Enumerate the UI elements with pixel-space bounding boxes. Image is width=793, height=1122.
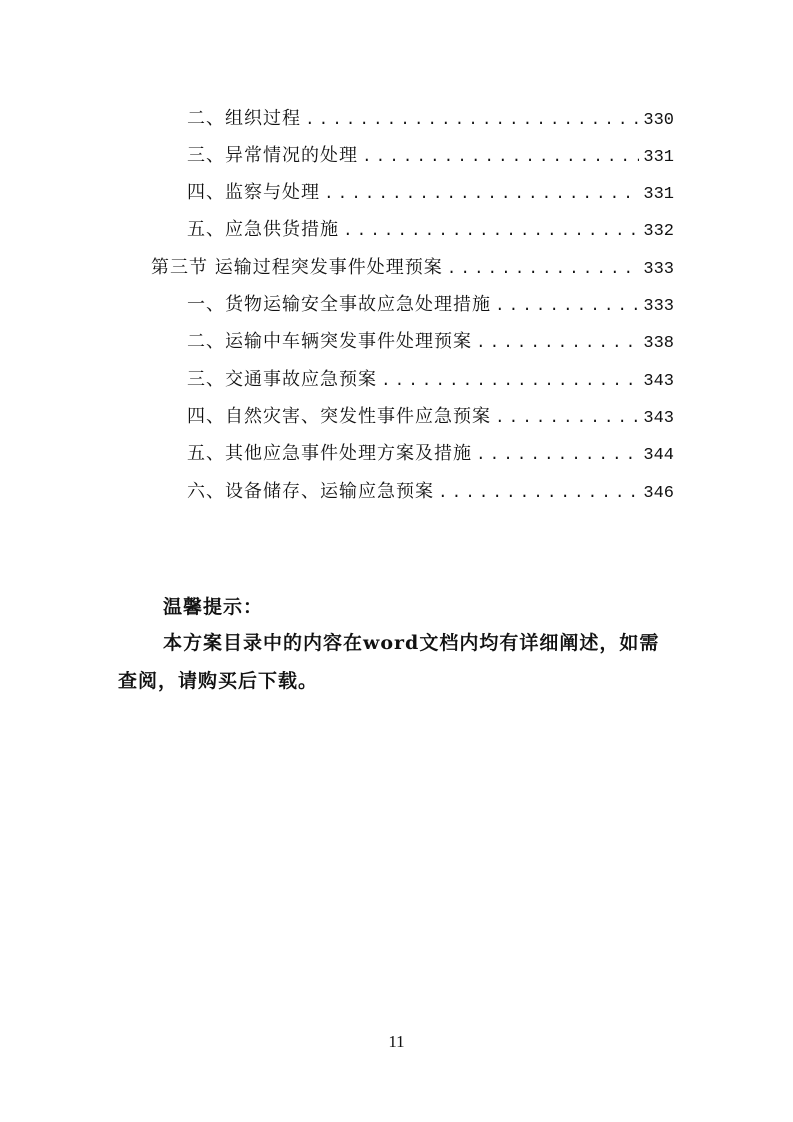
toc-entry-page: 344 — [643, 446, 674, 465]
toc-entry-page: 333 — [643, 260, 674, 279]
toc-entry[interactable] — [187, 180, 674, 206]
toc-leader-dots — [476, 330, 639, 356]
toc-entry-page: 333 — [643, 297, 674, 316]
toc-leader-dots — [305, 107, 639, 133]
toc-leader-dots — [447, 256, 640, 282]
toc-leader-dots — [362, 144, 639, 170]
toc-entry-page: 330 — [643, 111, 674, 130]
page-number: 11 — [388, 1032, 405, 1051]
toc-entry-page: 346 — [643, 484, 674, 503]
toc-entry-page: 343 — [643, 372, 674, 391]
toc-leader-dots — [324, 181, 639, 207]
toc-entry-title: 六、设备储存、运输应急预案 — [187, 481, 434, 502]
toc-entry-title: 三、交通事故应急预案 — [187, 369, 377, 390]
toc-leader-dots — [495, 405, 639, 431]
toc-entry-title: 二、运输中车辆突发事件处理预案 — [187, 331, 472, 352]
toc-entry[interactable] — [187, 106, 674, 132]
tip-body: 本方案目录中的内容在word文档内均有详细阐述，如需查阅，请购买后下载。 — [118, 632, 660, 692]
toc-entry[interactable] — [187, 441, 674, 467]
toc-entry-title: 四、自然灾害、突发性事件应急预案 — [187, 406, 491, 427]
tip-heading: 温馨提示： — [163, 596, 264, 618]
toc-entry[interactable] — [187, 404, 674, 430]
toc-leader-dots — [343, 218, 639, 244]
toc-leader-dots — [438, 480, 639, 506]
toc-section-entry[interactable] — [151, 255, 674, 281]
toc-entry[interactable] — [187, 143, 674, 169]
toc-entry-title: 四、监察与处理 — [187, 182, 320, 203]
toc-entry[interactable] — [187, 292, 674, 318]
toc-entry-page: 332 — [643, 222, 674, 241]
toc-entry-title: 三、异常情况的处理 — [187, 145, 358, 166]
toc-entry-title: 第三节 运输过程突发事件处理预案 — [151, 257, 443, 278]
toc-entry-title: 二、组织过程 — [187, 108, 301, 129]
toc-entry-title: 一、货物运输安全事故应急处理措施 — [187, 294, 491, 315]
toc-entry-page: 343 — [643, 409, 674, 428]
toc-entry[interactable] — [187, 217, 674, 243]
toc-entry[interactable] — [187, 479, 674, 505]
toc-leader-dots — [476, 442, 639, 468]
toc-leader-dots — [495, 293, 639, 319]
toc-entry[interactable] — [187, 367, 674, 393]
toc-entry-title: 五、其他应急事件处理方案及措施 — [187, 443, 472, 464]
toc-entry-page: 331 — [643, 185, 674, 204]
toc-entry-page: 331 — [643, 148, 674, 167]
toc-entry-page: 338 — [643, 334, 674, 353]
toc-leader-dots — [381, 368, 639, 394]
toc-entry[interactable] — [187, 329, 674, 355]
toc-entry-title: 五、应急供货措施 — [187, 219, 339, 240]
